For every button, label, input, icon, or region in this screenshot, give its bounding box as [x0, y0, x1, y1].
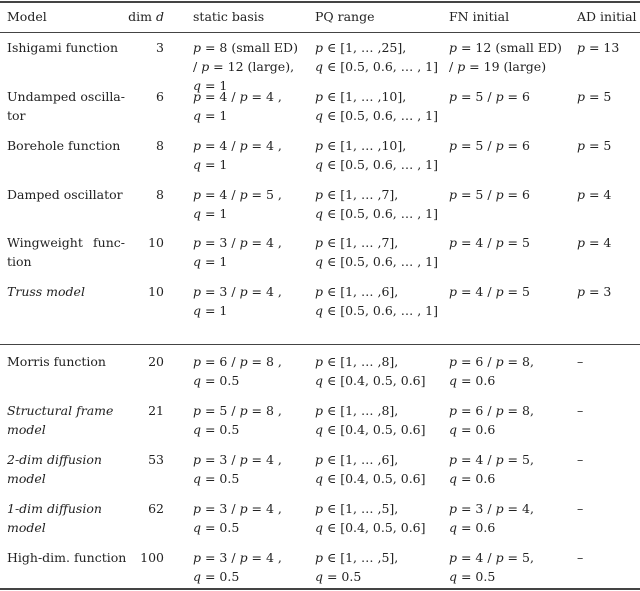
- pq-range: [315, 233, 438, 271]
- fn-initial: [449, 499, 534, 537]
- static-basis-line: p = 3 / p = 4 ,: [193, 550, 282, 565]
- ad-initial-line: –: [577, 452, 584, 467]
- dimension: 62: [148, 501, 164, 516]
- static-basis-line: p = 3 / p = 4 ,: [193, 284, 282, 299]
- top-rule: [0, 1, 640, 3]
- pq-range: [315, 136, 438, 174]
- dimension: 53: [148, 452, 164, 467]
- header-rule: [0, 32, 640, 33]
- fn-initial-line: q = 0.5: [449, 569, 496, 584]
- pq-range-line: p ∈ [1, … ,25],: [315, 40, 407, 55]
- ad-initial: [577, 87, 611, 106]
- pq-range-line: q ∈ [0.5, 0.6, … , 1]: [315, 206, 438, 221]
- static-basis-line: q = 0.5: [193, 471, 240, 486]
- pq-range-line: p ∈ [1, … ,8],: [315, 354, 399, 369]
- static-basis: [193, 282, 282, 320]
- fn-initial: [449, 548, 534, 586]
- header-dim: dim d: [128, 9, 164, 24]
- header-fn-initial: FN initial: [449, 9, 510, 24]
- model-name-line: 1-dim diffusion: [7, 501, 102, 516]
- fn-initial: [449, 352, 534, 390]
- model-name: [7, 38, 127, 57]
- static-basis-line: p = 4 / p = 4 ,: [193, 138, 282, 153]
- fn-initial-line: p = 3 / p = 4,: [449, 501, 534, 516]
- ad-initial: [577, 499, 583, 518]
- pq-range: [315, 352, 426, 390]
- static-basis-line: / p = 12 (large),: [193, 59, 295, 74]
- model-name-line: model: [7, 422, 46, 437]
- fn-initial-line: p = 6 / p = 8,: [449, 354, 534, 369]
- fn-initial: [449, 136, 530, 155]
- model-name-line: Ishigami function: [7, 40, 119, 55]
- pq-range-line: p ∈ [1, … ,10],: [315, 89, 407, 104]
- static-basis-line: p = 4 / p = 4 ,: [193, 89, 282, 104]
- model-name-line: Structural frame: [7, 403, 114, 418]
- static-basis-line: p = 3 / p = 4 ,: [193, 235, 282, 250]
- ad-initial-line: p = 3: [577, 284, 612, 299]
- fn-initial-line: p = 5 / p = 6: [449, 187, 530, 202]
- fn-initial-line: q = 0.6: [449, 471, 496, 486]
- pq-range-line: q ∈ [0.4, 0.5, 0.6]: [315, 422, 426, 437]
- pq-range: [315, 38, 438, 76]
- model-name: [7, 87, 127, 125]
- pq-range-line: q ∈ [0.5, 0.6, … , 1]: [315, 157, 438, 172]
- pq-range: [315, 548, 398, 586]
- ad-initial-line: p = 5: [577, 89, 612, 104]
- model-name: [7, 185, 127, 204]
- pq-range-line: p ∈ [1, … ,8],: [315, 403, 399, 418]
- pq-range-line: p ∈ [1, … ,6],: [315, 284, 399, 299]
- model-name-line: Wingweight func-: [7, 235, 125, 250]
- model-name-line: tion: [7, 254, 32, 269]
- fn-initial-line: p = 5 / p = 6: [449, 89, 530, 104]
- model-name: [7, 282, 127, 301]
- model-name-line: model: [7, 471, 46, 486]
- dimension: 10: [148, 235, 164, 250]
- fn-initial-line: p = 12 (small ED): [449, 40, 562, 55]
- model-name-line: model: [7, 520, 46, 535]
- fn-initial-line: p = 4 / p = 5,: [449, 452, 534, 467]
- dimension: 21: [148, 403, 164, 418]
- ad-initial: [577, 352, 583, 371]
- dimension: 100: [140, 550, 164, 565]
- dimension: 20: [148, 354, 164, 369]
- static-basis-line: q = 0.5: [193, 422, 240, 437]
- static-basis-line: q = 0.5: [193, 569, 240, 584]
- model-name: [7, 499, 127, 537]
- static-basis-line: q = 0.5: [193, 520, 240, 535]
- static-basis-line: p = 4 / p = 5 ,: [193, 187, 282, 202]
- fn-initial-line: p = 6 / p = 8,: [449, 403, 534, 418]
- ad-initial-line: –: [577, 501, 584, 516]
- dimension: 8: [156, 138, 164, 153]
- bottom-rule: [0, 588, 640, 590]
- pq-range: [315, 450, 426, 488]
- ad-initial: [577, 136, 611, 155]
- fn-initial: [449, 282, 530, 301]
- header-model: Model: [7, 9, 47, 24]
- static-basis-line: q = 0.5: [193, 373, 240, 388]
- model-name-line: tor: [7, 108, 26, 123]
- dimension: 3: [156, 40, 164, 55]
- ad-initial: [577, 282, 611, 301]
- static-basis-line: p = 5 / p = 8 ,: [193, 403, 282, 418]
- static-basis-line: p = 8 (small ED): [193, 40, 298, 55]
- model-name: [7, 233, 127, 271]
- model-name: [7, 548, 127, 567]
- fn-initial: [449, 233, 530, 252]
- ad-initial: [577, 38, 619, 57]
- static-basis: [193, 548, 282, 586]
- model-name-line: Damped oscillator: [7, 187, 123, 202]
- static-basis-line: p = 3 / p = 4 ,: [193, 501, 282, 516]
- header-ad-initial: AD initial: [577, 9, 637, 24]
- static-basis: [193, 233, 282, 271]
- fn-initial-line: q = 0.6: [449, 422, 496, 437]
- pq-range: [315, 401, 426, 439]
- model-name: [7, 352, 127, 371]
- model-name: [7, 136, 127, 155]
- static-basis: [193, 499, 282, 537]
- model-name-line: Undamped oscilla-: [7, 89, 125, 104]
- pq-range-line: q ∈ [0.5, 0.6, … , 1]: [315, 303, 438, 318]
- pq-range-line: p ∈ [1, … ,5],: [315, 501, 399, 516]
- static-basis: [193, 87, 282, 125]
- header-pq-range: PQ range: [315, 9, 375, 24]
- static-basis: [193, 352, 282, 390]
- fn-initial-line: / p = 19 (large): [449, 59, 547, 74]
- fn-initial-line: p = 4 / p = 5: [449, 284, 530, 299]
- pq-range-line: p ∈ [1, … ,10],: [315, 138, 407, 153]
- ad-initial-line: p = 5: [577, 138, 612, 153]
- ad-initial: [577, 185, 611, 204]
- static-basis: [193, 185, 282, 223]
- pq-range-line: p ∈ [1, … ,7],: [315, 187, 399, 202]
- ad-initial: [577, 450, 583, 469]
- ad-initial: [577, 401, 583, 420]
- fn-initial-line: p = 4 / p = 5: [449, 235, 530, 250]
- fn-initial-line: p = 4 / p = 5,: [449, 550, 534, 565]
- ad-initial: [577, 548, 583, 567]
- group-separator-rule: [0, 344, 640, 345]
- static-basis: [193, 401, 282, 439]
- fn-initial-line: q = 0.6: [449, 520, 496, 535]
- pq-range: [315, 499, 426, 537]
- pq-range-line: q ∈ [0.5, 0.6, … , 1]: [315, 254, 438, 269]
- header-static-basis: static basis: [193, 9, 265, 24]
- pq-range: [315, 185, 438, 223]
- model-name-line: Truss model: [7, 284, 85, 299]
- pq-range-line: q ∈ [0.5, 0.6, … , 1]: [315, 59, 438, 74]
- ad-initial-line: p = 13: [577, 40, 620, 55]
- fn-initial: [449, 38, 562, 76]
- model-name-line: High-dim. function: [7, 550, 127, 565]
- fn-initial-line: p = 5 / p = 6: [449, 138, 530, 153]
- dimension: 8: [156, 187, 164, 202]
- fn-initial: [449, 450, 534, 488]
- ad-initial-line: –: [577, 354, 584, 369]
- static-basis-line: p = 3 / p = 4 ,: [193, 452, 282, 467]
- pq-range-line: q ∈ [0.5, 0.6, … , 1]: [315, 108, 438, 123]
- pq-range: [315, 282, 438, 320]
- static-basis-line: p = 6 / p = 8 ,: [193, 354, 282, 369]
- dimension: 10: [148, 284, 164, 299]
- static-basis: [193, 450, 282, 488]
- pq-range: [315, 87, 438, 125]
- pq-range-line: q ∈ [0.4, 0.5, 0.6]: [315, 373, 426, 388]
- static-basis-line: q = 1: [193, 157, 228, 172]
- static-basis-line: q = 1: [193, 303, 228, 318]
- pq-range-line: q = 0.5: [315, 569, 362, 584]
- model-name-line: 2-dim diffusion: [7, 452, 102, 467]
- pq-range-line: q ∈ [0.4, 0.5, 0.6]: [315, 520, 426, 535]
- model-name: [7, 401, 127, 439]
- fn-initial: [449, 401, 534, 439]
- static-basis-line: q = 1: [193, 254, 228, 269]
- model-name: [7, 450, 127, 488]
- pq-range-line: p ∈ [1, … ,7],: [315, 235, 399, 250]
- static-basis-line: q = 1: [193, 108, 228, 123]
- ad-initial: [577, 233, 611, 252]
- dimension: 6: [156, 89, 164, 104]
- static-basis-line: q = 1: [193, 206, 228, 221]
- ad-initial-line: –: [577, 403, 584, 418]
- static-basis: [193, 136, 282, 174]
- model-name-line: Borehole function: [7, 138, 121, 153]
- static-basis-line: q = 1: [193, 78, 228, 93]
- pq-range-line: q ∈ [0.4, 0.5, 0.6]: [315, 471, 426, 486]
- fn-initial-line: q = 0.6: [449, 373, 496, 388]
- model-name-line: Morris function: [7, 354, 106, 369]
- fn-initial: [449, 185, 530, 204]
- fn-initial: [449, 87, 530, 106]
- ad-initial-line: –: [577, 550, 584, 565]
- ad-initial-line: p = 4: [577, 187, 612, 202]
- ad-initial-line: p = 4: [577, 235, 612, 250]
- pq-range-line: p ∈ [1, … ,5],: [315, 550, 399, 565]
- pq-range-line: p ∈ [1, … ,6],: [315, 452, 399, 467]
